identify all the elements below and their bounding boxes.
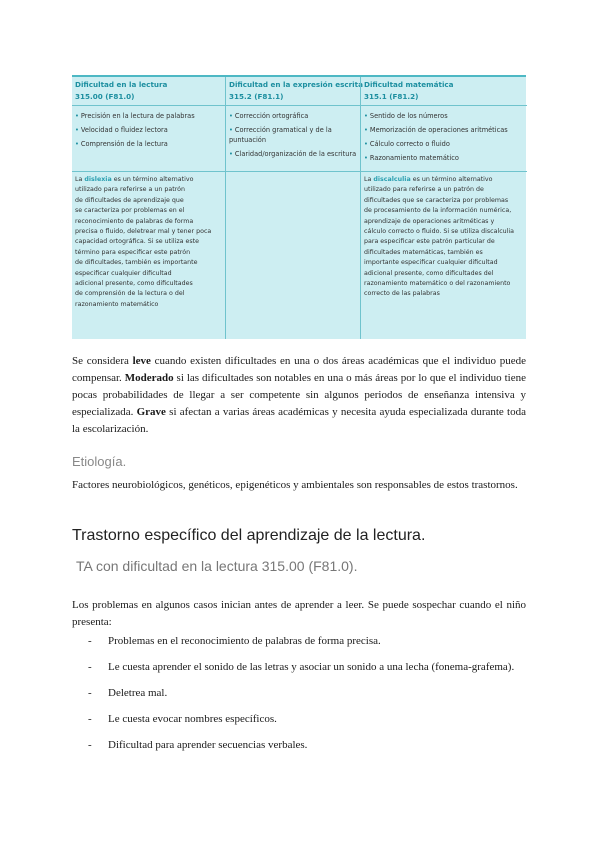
- desc-line: adicional presente, como dificultades: [75, 280, 193, 287]
- column-title: Dificultad matemática: [364, 80, 454, 89]
- desc-line: dificultades que se caracteriza por problemas: [364, 196, 509, 204]
- desc-line: cálculo correcto o fluido. Si se utiliza discalculia: [364, 228, 515, 235]
- desc-line: dificultades matemáticas, también es: [364, 248, 483, 256]
- column-code: 315.00 (F81.0): [75, 92, 135, 101]
- etiology-paragraph: Factores neurobiológicos, genéticos, epigenéticos y ambientales son responsables de estos trastornos.: [72, 479, 518, 491]
- skill-item: • Memorización de operaciones aritméticas: [364, 126, 508, 134]
- bullet-icon: •: [229, 150, 233, 158]
- keyword-leve: leve: [132, 355, 151, 367]
- desc-line: La dislexia es un término alternativo: [75, 176, 194, 183]
- column-header: [72, 77, 225, 106]
- desc-line: utilizado para referirse a un patrón: [75, 186, 185, 194]
- list-item: - Le cuesta evocar nombres específicos.: [88, 711, 526, 728]
- desc-line: capacidad ortográfica. Si se utiliza este: [75, 238, 200, 246]
- dyslexia-description: [72, 172, 225, 339]
- skill-item: • Corrección gramatical y de la puntuación: [229, 126, 332, 144]
- desc-line: razonamiento matemático o del razonamiento: [364, 280, 511, 287]
- reading-disorder-intro: Los problemas en algunos casos inician antes de aprender a leer. Se puede sospechar cuando el niño presenta:: [72, 599, 526, 628]
- bullet-icon: •: [229, 126, 233, 134]
- list-item: - Deletrea mal.: [88, 685, 526, 702]
- column-title: Dificultad en la expresión escrita: [229, 80, 363, 89]
- skill-item: • Claridad/organización de la escritura: [229, 150, 357, 158]
- dyscalculia-description: [361, 172, 527, 339]
- table-column-math: [360, 77, 527, 339]
- bullet-icon: •: [364, 126, 368, 134]
- bullet-icon: •: [75, 140, 79, 148]
- column-code: 315.1 (F81.2): [364, 92, 419, 101]
- etiology-heading: Etiología.: [72, 454, 127, 469]
- bullet-icon: •: [75, 112, 79, 120]
- desc-line: adicional presente, como dificultades del: [364, 269, 494, 277]
- severity-paragraph: Se considera leve cuando existen dificultades en una o dos áreas académicas que el individuo puede compensar. Moderado si las dificultades son notables en una o más áreas por lo que el individuo tiene pocas probabilidades de llegar a ser competente sin algunos periodos de enseñanza intensiva y especializada. Grave si afectan a varias áreas académicas y necesita ayuda especializada durante toda la escolarización.: [72, 355, 526, 435]
- keyword-grave: Grave: [136, 406, 166, 418]
- table-column-writing: [225, 77, 361, 339]
- dash-bullet: -: [88, 635, 92, 647]
- desc-line: correcto de las palabras: [364, 290, 440, 298]
- column-header: [361, 77, 527, 106]
- column-header: [226, 77, 361, 106]
- desc-line: se caracteriza por problemas en el: [75, 207, 185, 215]
- dsm-learning-disorder-table: [72, 75, 526, 339]
- dash-bullet: -: [88, 687, 92, 699]
- bullet-icon: •: [75, 126, 79, 134]
- bullet-icon: •: [229, 112, 233, 120]
- desc-line: de comprensión de la lectura o del: [75, 290, 185, 298]
- bullet-icon: •: [364, 112, 368, 120]
- column-code: 315.2 (F81.1): [229, 92, 284, 101]
- skill-item: • Sentido de los números: [364, 112, 448, 120]
- desc-line: utilizado para referirse a un patrón de: [364, 186, 484, 194]
- desc-line: especificar cualquier dificultad: [75, 269, 172, 277]
- skills-list: [361, 106, 527, 172]
- desc-line: término para especificar este patrón: [75, 248, 191, 256]
- skills-list: [72, 106, 225, 172]
- dash-bullet: -: [88, 661, 92, 673]
- desc-line: para especificar este patrón particular de: [364, 238, 495, 246]
- skill-item: • Precisión en la lectura de palabras: [75, 112, 195, 120]
- desc-line: de procesamiento de la información numérica,: [364, 207, 512, 215]
- list-item: - Problemas en el reconocimiento de palabras de forma precisa.: [88, 633, 526, 650]
- table-column-reading: [72, 77, 225, 339]
- skill-item: • Cálculo correcto o fluido: [364, 140, 450, 148]
- desc-line: reconocimiento de palabras de forma: [75, 217, 194, 225]
- bullet-icon: •: [364, 154, 368, 162]
- desc-line: de dificultades de aprendizaje que: [75, 196, 184, 204]
- keyword-moderado: Moderado: [124, 372, 174, 384]
- skill-item: • Velocidad o fluidez lectora: [75, 126, 168, 134]
- skill-item: • Corrección ortográfica: [229, 112, 309, 120]
- skills-list: [226, 106, 361, 172]
- skill-item: • Comprensión de la lectura: [75, 140, 168, 148]
- dash-bullet: -: [88, 713, 92, 725]
- skill-item: • Razonamiento matemático: [364, 154, 459, 162]
- desc-line: La discalculia es un término alternativo: [364, 176, 493, 183]
- desc-line: importante especificar cualquier dificultad: [364, 259, 498, 267]
- dash-bullet: -: [88, 739, 92, 751]
- desc-line: precisa o fluido, deletrear mal y tener poca: [75, 228, 212, 235]
- reading-disorder-subheading: TA con dificultad en la lectura 315.00 (F81.0).: [76, 558, 358, 574]
- bullet-icon: •: [364, 140, 368, 148]
- list-item: - Le cuesta aprender el sonido de las letras y asociar un sonido a una lecha (fonema-grafema).: [88, 659, 526, 676]
- column-title: Dificultad en la lectura: [75, 80, 168, 89]
- desc-line: razonamiento matemático: [75, 300, 159, 308]
- symptom-list: [88, 633, 526, 754]
- desc-line: aprendizaje de operaciones aritméticas y: [364, 217, 495, 225]
- list-item: - Dificultad para aprender secuencias verbales.: [88, 737, 526, 754]
- desc-line: de dificultades, también es importante: [75, 259, 198, 267]
- reading-disorder-heading: Trastorno específico del aprendizaje de la lectura.: [72, 527, 426, 544]
